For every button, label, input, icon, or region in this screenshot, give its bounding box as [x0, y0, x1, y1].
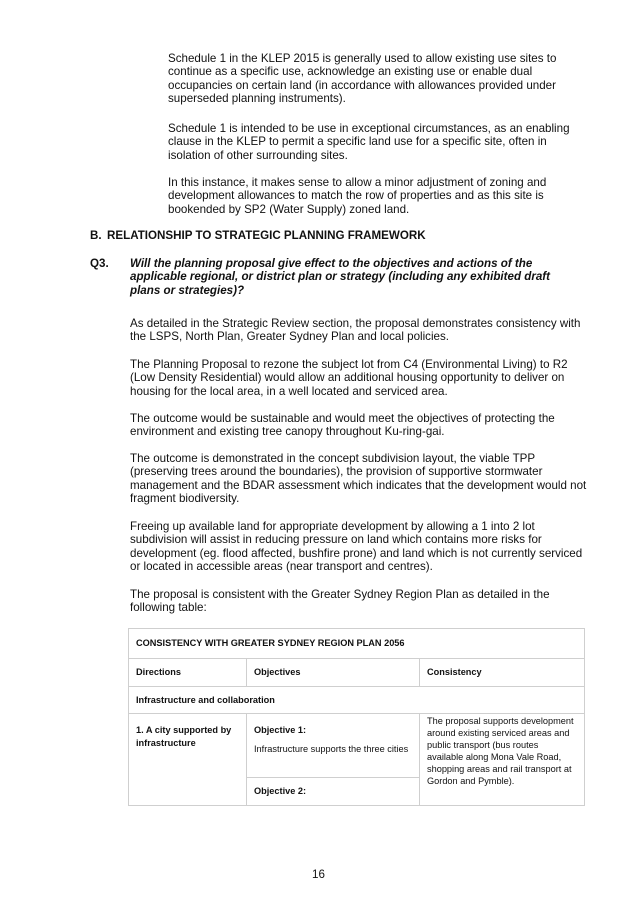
section-title: RELATIONSHIP TO STRATEGIC PLANNING FRAMEWORK	[107, 229, 426, 242]
table-objective-cell	[247, 714, 420, 778]
answer-paragraph: Freeing up available land for appropriate development by allowing a 1 into 2 lot subdivision will assist in reducing pressure on land which contains more risks for development (eg. flood affected, bushfire prone) and land which is not currently serviced or located in accessible areas (near transport and centres).	[130, 520, 583, 574]
table-consistency-cell: The proposal supports development around existing serviced areas and public transport (bus routes available along Mona Vale Road, shopping areas and rail transport at Gordon and Pymble).	[420, 714, 585, 806]
objective-text: Infrastructure supports the three cities	[254, 743, 409, 754]
section-heading	[90, 229, 426, 242]
schedule-paragraph: In this instance, it makes sense to allow a minor adjustment of zoning and development allowances to match the row of properties and as this site is bookended by SP2 (Water Supply) zoned land.	[168, 176, 547, 216]
answer-paragraph: The outcome is demonstrated in the concept subdivision layout, the viable TPP (preserving trees around the boundaries), the provision of supportive stormwater management and the BDAR assessment which indicates that the development would not fragment biodiversity.	[130, 452, 587, 506]
table-header-objectives: Objectives	[247, 659, 420, 687]
objective-label: Objective 1:	[254, 725, 307, 735]
section-letter: B.	[90, 229, 102, 242]
table-group-row: Infrastructure and collaboration	[129, 687, 585, 714]
table-title: CONSISTENCY WITH GREATER SYDNEY REGION PLAN 2056	[129, 629, 585, 659]
answer-paragraph: The outcome would be sustainable and would meet the objectives of protecting the environment and existing tree canopy throughout Ku-ring-gai.	[130, 412, 555, 439]
page-number: 16	[312, 868, 325, 881]
table-header-directions: Directions	[129, 659, 247, 687]
answer-paragraph: The proposal is consistent with the Greater Sydney Region Plan as detailed in the following table:	[130, 588, 550, 615]
consistency-table	[128, 628, 585, 806]
answer-paragraph: The Planning Proposal to rezone the subject lot from C4 (Environmental Living) to R2 (Low Density Residential) would allow an additional housing opportunity to deliver on housing for the local area, in a well located and serviced area.	[130, 358, 568, 398]
schedule-paragraph: Schedule 1 in the KLEP 2015 is generally used to allow existing use sites to continue as a specific use, acknowledge an existing use or enable dual occupancies on certain land (in accordance with allowances provided under superseded planning instruments).	[168, 52, 557, 106]
question-text: Will the planning proposal give effect to the objectives and actions of the applicable regional, or district plan or strategy (including any exhibited draft plans or strategies)?	[130, 257, 551, 297]
schedule-paragraph: Schedule 1 is intended to be use in exceptional circumstances, as an enabling clause in the KLEP to permit a specific land use for a specific site, often in isolation of other surrounding sites.	[168, 122, 570, 162]
question-label: Q3.	[90, 257, 109, 270]
table-direction-cell: 1. A city supported by infrastructure	[129, 714, 247, 806]
objective-2-label: Objective 2:	[247, 778, 420, 806]
answer-paragraph: As detailed in the Strategic Review section, the proposal demonstrates consistency with the LSPS, North Plan, Greater Sydney Plan and local policies.	[130, 317, 581, 344]
table-header-consistency: Consistency	[420, 659, 585, 687]
